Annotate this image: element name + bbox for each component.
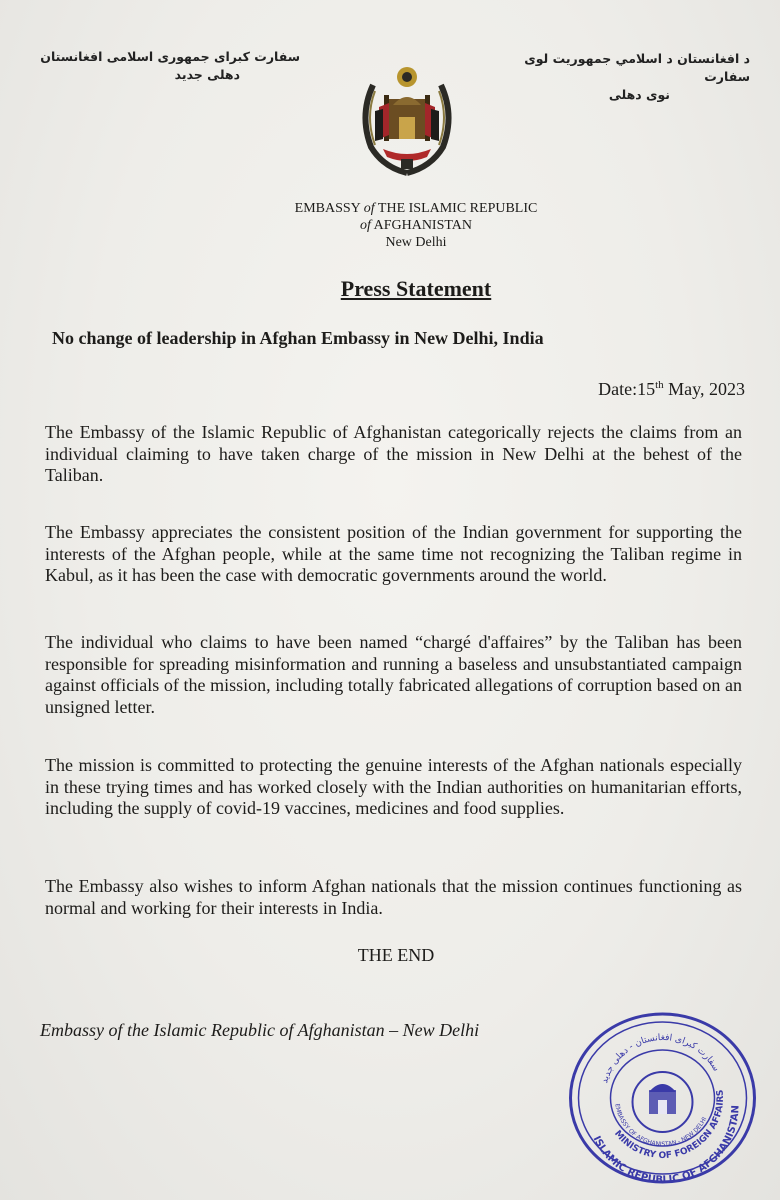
dari-letterhead <box>40 48 300 84</box>
pashto-embassy-name: د افغانستان د اسلامي جمهوریت لوی سفارت <box>524 51 750 84</box>
pashto-letterhead <box>500 50 750 104</box>
paragraph-2: The Embassy appreciates the consistent position of the Indian government for supporting the interests of the Afghan people, while at the same time not recognizing the Taliban regime in Kabul, as it has been the case with democratic governments around the world. <box>45 522 742 585</box>
stamp-mid-text: MINISTRY OF FOREIGN AFFAIRS <box>612 1089 727 1162</box>
statement-date <box>598 379 745 400</box>
stamp-inner-text: EMBASSY OF AFGHANISTAN - NEW DELHI <box>613 1103 709 1149</box>
afghanistan-emblem-icon <box>353 55 461 180</box>
official-stamp-icon <box>565 1010 760 1185</box>
dari-embassy-name: سفارت کبرای جمهوری اسلامی افغانستان <box>40 49 300 64</box>
embassy-word: EMBASSY <box>294 201 361 216</box>
embassy-city: New Delhi <box>385 235 447 250</box>
embassy-rest: THE ISLAMIC REPUBLIC <box>377 201 538 216</box>
the-end-text: THE END <box>357 945 435 965</box>
date-suffix: th <box>655 379 664 391</box>
paragraph-1: The Embassy of the Islamic Republic of Afghanistan categorically rejects the claims from an individual claiming to have taken charge of the mission in New Delhi at the behest of the Taliban. <box>45 422 742 485</box>
document-title: Press Statement <box>340 276 492 301</box>
paragraph-3: The individual who claims to have been named “chargé d'affaires” by the Taliban has been responsible for spreading misinformation and running a baseless and unsubstantiated campaign against officials of the mission, including totally fabricated allegations of corruption based on an unsigned letter. <box>45 632 742 717</box>
dari-city: دهلی جدید <box>174 67 240 82</box>
stamp-top-text: سفارت کبرای افغانستان - دهلی جدید <box>600 1033 721 1085</box>
paragraph-5: The Embassy also wishes to inform Afghan nationals that the mission continues functioning as normal and working for their interests in India. <box>45 876 742 918</box>
signature-line: Embassy of the Islamic Republic of Afghanistan – New Delhi <box>40 1020 480 1040</box>
embassy-heading <box>0 200 780 251</box>
paragraph-4: The mission is committed to protecting the genuine interests of the Afghan nationals especially in these trying times and has worked closely with the Indian authorities on humanitarian efforts, including the supply of covid-19 vaccines, medicines and food supplies. <box>45 755 742 818</box>
date-prefix: Date:15 <box>598 379 656 399</box>
stamp-outer-text: ISLAMIC REPUBLIC OF AFGHANISTAN <box>590 1105 742 1185</box>
pashto-city: نوی دهلی <box>608 87 670 102</box>
date-rest: May, 2023 <box>663 379 745 399</box>
document-subtitle: No change of leadership in Afghan Embassy in New Delhi, India <box>52 328 544 348</box>
embassy-of-word: of <box>363 201 375 216</box>
embassy-country: AFGHANISTAN <box>373 218 473 233</box>
embassy-of2-word: of <box>359 218 371 233</box>
